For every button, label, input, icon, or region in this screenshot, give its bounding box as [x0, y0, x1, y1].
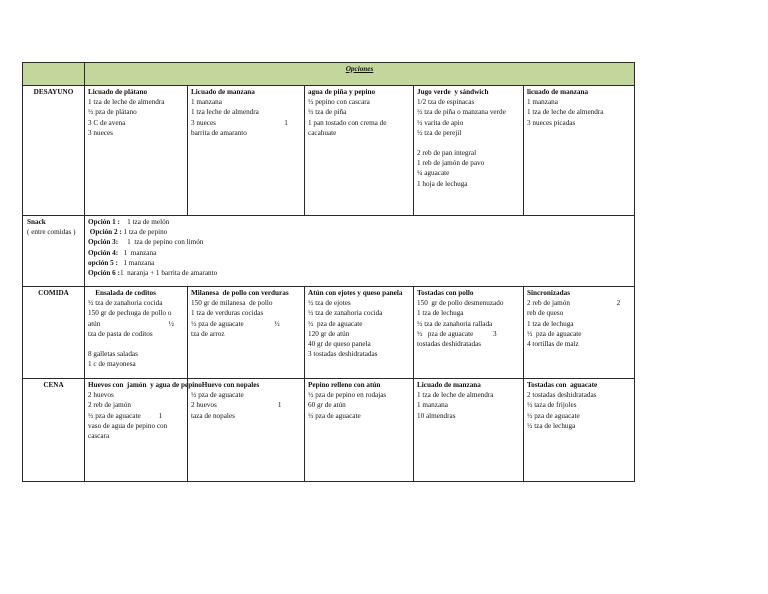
header-corner-cell: [23, 63, 85, 86]
spacer: [417, 138, 520, 148]
ingredient-line: ½ pza de aguacate: [308, 319, 363, 328]
row-comida: [23, 287, 635, 379]
ingredient-line: atún ½: [88, 319, 175, 328]
ingredient-line: 2 tostadas deshidratadas: [527, 391, 597, 400]
ingredient-line: 1 pan tostado con crema de: [308, 118, 387, 127]
dish-title: Ensalada de coditos: [88, 289, 156, 297]
dish-title: Huevos con jamón y agua de pepino: [88, 381, 202, 389]
ingredient-line: 1 manzana: [417, 401, 448, 410]
ingredient-line: ½ pza de plátano: [88, 108, 137, 117]
ingredient-line: 120 gr de atún: [308, 329, 350, 338]
ingredient-line: taza de nopales: [191, 411, 235, 420]
snack-options-cell: [85, 216, 635, 287]
snack-sublabel: ( entre comidas ): [27, 228, 76, 237]
snack-option-text: 1 tza de melón: [119, 218, 170, 226]
option-cell: [524, 86, 635, 216]
meal-label: DESAYUNO: [23, 86, 85, 216]
snack-option-label: Opción 1 :: [88, 218, 120, 226]
snack-option-label: opción 5 :: [88, 258, 118, 267]
ingredient-line: ½ pza de aguacate: [527, 329, 582, 338]
ingredient-line: ½ pza de aguacate 3: [417, 329, 497, 338]
ingredient-line: 2 huevos: [88, 391, 114, 400]
option-cell: [414, 86, 524, 216]
snack-option-text: 1 naranja + 1 barrita de amaranto: [119, 269, 218, 278]
row-cena: [23, 379, 635, 482]
option-cell: [414, 287, 524, 379]
option-cell: [85, 287, 188, 379]
ingredient-line: ½ tza de piña: [308, 108, 347, 117]
snack-option-label: Opción 4:: [88, 248, 119, 257]
row-desayuno: [23, 86, 635, 216]
snack-option-text: 1 tza de pepino con limón: [118, 238, 204, 247]
snack-option-label: Opción 6 :: [88, 269, 120, 278]
ingredient-line: vaso de agua de pepino con: [88, 421, 168, 430]
ingredient-line: 1 reb de jamón de pavo: [417, 159, 485, 168]
ingredient-line: 2 reb de jamón 2: [527, 299, 621, 308]
dish-title: agua de piña y pepino: [308, 88, 376, 96]
option-cell: [188, 287, 305, 379]
meal-label: CENA: [23, 379, 85, 482]
snack-option-text: 1 manzana: [118, 248, 157, 257]
ingredient-line: ½ pza de aguacate: [527, 411, 580, 420]
ingredient-line: 4 tortillas de maíz: [527, 340, 579, 349]
ingredient-line: ½ tza de zanahoria cocida: [308, 309, 383, 318]
ingredient-line: 1 manzana: [191, 98, 222, 107]
ingredient-line: 1 tza de leche de almendra: [527, 108, 604, 117]
ingredient-line: 150 gr de milanesa de pollo: [191, 299, 273, 308]
ingredient-line: ½ varita de apio: [417, 118, 464, 127]
ingredient-line: 3 nueces 1: [191, 118, 288, 127]
option-cell: [524, 287, 635, 379]
dish-title: Licuado de manzana: [191, 88, 255, 96]
ingredient-line: ½ tza de zanahoria rallada: [417, 319, 493, 328]
row-snack: [23, 216, 635, 287]
ingredient-line: ½ tza de lechuga: [527, 421, 576, 430]
ingredient-line: cacahuate: [308, 128, 337, 137]
ingredient-line: 8 galletas saladas: [88, 350, 138, 359]
ingredient-line: 1 c de mayonesa: [88, 360, 136, 369]
ingredient-line: 2 huevos 1: [191, 401, 282, 410]
meal-label: [23, 216, 85, 287]
option-cell: [188, 86, 305, 216]
ingredient-line: tza de pasta de coditos: [88, 329, 153, 338]
snack-option: [88, 227, 631, 237]
option-cell: [85, 86, 188, 216]
snack-option-text: 1 manzana: [117, 258, 155, 267]
ingredient-line: 1 hoja de lechuga: [417, 179, 468, 188]
ingredient-line: ½ tza de ejotes: [308, 299, 351, 308]
dish-title: Licuado de manzana: [417, 381, 481, 389]
ingredient-line: 2 reb de pan integral: [417, 149, 477, 158]
option-cell: [188, 379, 305, 482]
dish-title: Milanesa de pollo con verduras: [191, 289, 289, 297]
option-cell: [524, 379, 635, 482]
ingredient-line: 1/2 tza de espinacas: [417, 98, 475, 107]
ingredient-line: ½ pepino con cascara: [308, 98, 370, 107]
dish-title: Licuado de plátano: [88, 88, 148, 96]
option-cell: [414, 379, 524, 482]
spacer: [88, 339, 184, 349]
ingredient-line: ½ pza de aguacate: [308, 411, 361, 420]
snack-option: [88, 248, 631, 258]
dish-title: Tostadas con aguacate: [527, 381, 598, 389]
ingredient-line: 150 gr de pechuga de pollo o: [88, 309, 172, 318]
snack-option: [88, 268, 631, 278]
dish-title: Atún con ejotes y queso panela: [308, 289, 403, 297]
ingredient-line: 1 tza de verduras cocidas: [191, 309, 264, 318]
snack-label: Snack: [27, 218, 46, 226]
ingredient-line: ½ taza de frijoles: [527, 401, 577, 410]
snack-option-text: 1 tza de pepino: [121, 228, 168, 237]
ingredient-line: 3 C de avena: [88, 118, 126, 127]
snack-option-label: Opción 3:: [88, 238, 119, 247]
ingredient-line: cascara: [88, 432, 110, 441]
option-cell: [305, 287, 414, 379]
ingredient-line: 1 tza de lechuga: [527, 319, 574, 328]
meal-plan-table: [22, 62, 635, 482]
opciones-header: Opciones: [85, 63, 635, 86]
ingredient-line: reb de queso: [527, 309, 564, 318]
ingredient-line: ½ tza de zanahoria cocida: [88, 299, 163, 308]
option-cell: [305, 379, 414, 482]
header-row: [23, 63, 635, 86]
option-cell: [85, 379, 202, 482]
meal-label: COMIDA: [23, 287, 85, 379]
ingredient-line: 2 reb de jamón: [88, 401, 131, 410]
ingredient-line: 3 nueces: [88, 128, 113, 137]
ingredient-line: 1 tza de lechuga: [417, 309, 464, 318]
snack-option: [88, 237, 631, 247]
ingredient-line: ½ tza de piña o manzana verde: [417, 108, 506, 117]
ingredient-line: 150 gr de pollo desmenuzado: [417, 299, 504, 308]
ingredient-line: 3 nueces picadas: [527, 118, 576, 127]
ingredient-line: ¼ aguacate: [417, 169, 450, 178]
ingredient-line: 40 gr de queso panela: [308, 340, 371, 349]
ingredient-line: 60 gr de atún: [308, 401, 346, 410]
ingredient-line: 10 almendras: [417, 411, 456, 420]
ingredient-line: tostadas deshidratadas: [417, 340, 482, 349]
dish-title: Jugo verde y sándwich: [417, 88, 489, 96]
ingredient-line: ½ pza de aguacate: [191, 391, 244, 400]
dish-title: licuado de manzana: [527, 88, 589, 96]
ingredient-line: 1 tza de leche de almendra: [88, 98, 165, 107]
snack-option-label: Opción 2 :: [88, 228, 122, 237]
option-cell: [305, 86, 414, 216]
ingredient-line: barrita de amaranto: [191, 128, 247, 137]
ingredient-line: ½ pza de pepino en rodajas: [308, 391, 387, 400]
ingredient-line: 1 manzana: [527, 98, 558, 107]
dish-title: Sincronizadas: [527, 289, 571, 297]
ingredient-line: ½ tza de perejil: [417, 128, 462, 137]
ingredient-line: ½ pza de aguacate ½: [191, 319, 280, 328]
dish-title: Pepino relleno con atún: [308, 381, 381, 389]
ingredient-line: 3 tostadas deshidratadas: [308, 350, 378, 359]
dish-title: Huevo con nopales: [191, 381, 260, 389]
dish-title: Tostadas con pollo: [417, 289, 474, 297]
snack-option: [88, 217, 631, 227]
ingredient-line: tza de arroz: [191, 329, 225, 338]
ingredient-line: 1 tza leche de almendra: [191, 108, 259, 117]
ingredient-line: ½ pza de aguacate 1: [88, 411, 163, 420]
ingredient-line: 1 tza de leche de almendra: [417, 391, 494, 400]
snack-option: [88, 258, 631, 268]
